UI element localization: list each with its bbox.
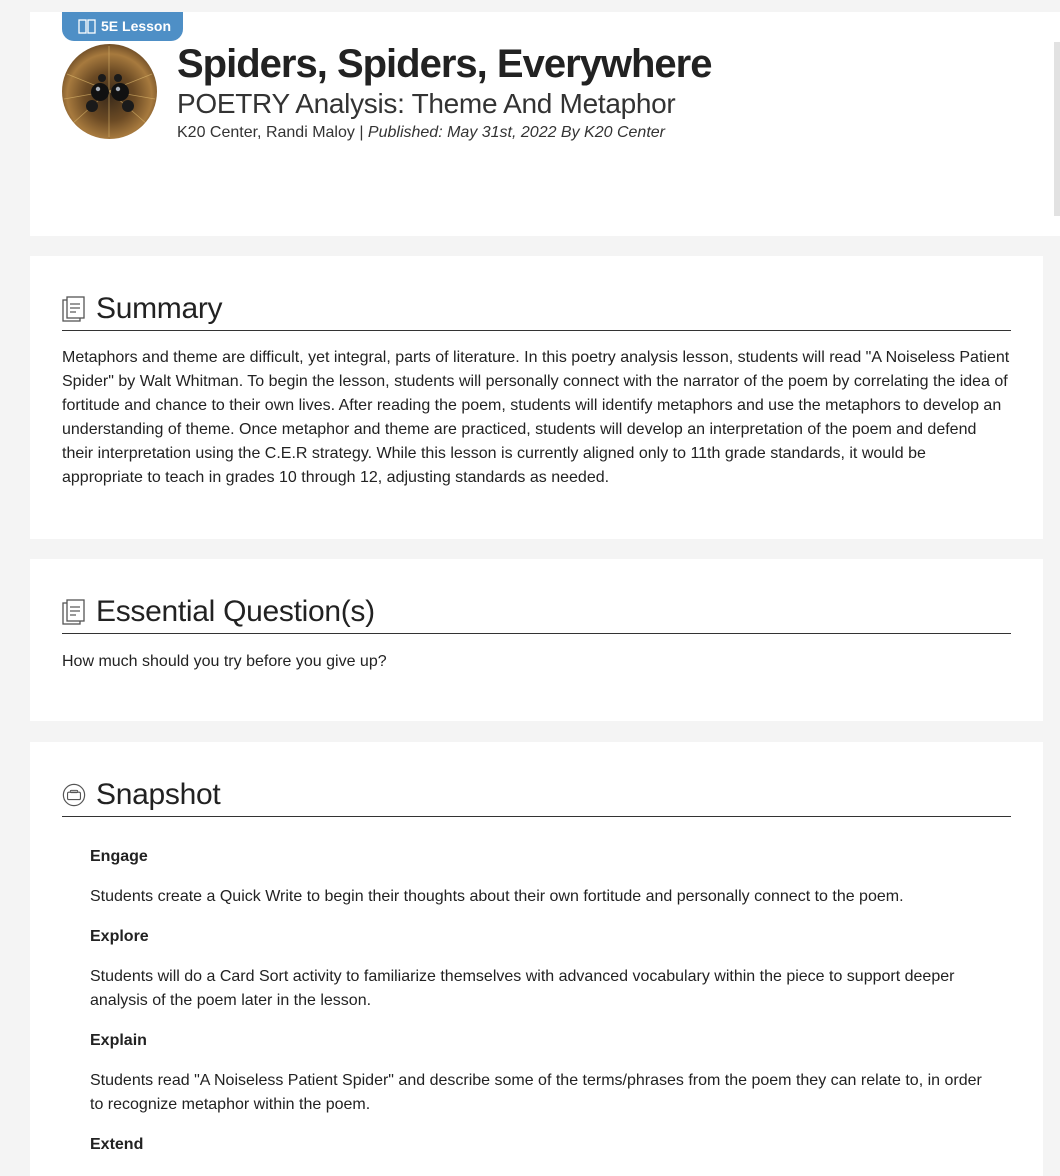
badge-label: 5E Lesson <box>101 18 172 34</box>
essential-question-card <box>30 559 1043 721</box>
camera-circle-icon <box>62 782 86 808</box>
snapshot-phase-explore: Explore <box>90 928 149 945</box>
snapshot-text-explore: Students will do a Card Sort activity to familiarize themselves with advanced vocabulary within the piece to support deeper analysis of the poem later in the lesson. <box>90 968 955 1009</box>
snapshot-phase-explain: Explain <box>90 1032 147 1049</box>
summary-card <box>30 256 1043 539</box>
snapshot-phase-extend: Extend <box>90 1136 144 1153</box>
essential-question-text: How much should you try before you give up? <box>62 653 387 670</box>
essential-heading: Essential Question(s) <box>96 595 375 628</box>
author-names: K20 Center, Randi Maloy <box>177 124 355 141</box>
summary-text: Metaphors and theme are difficult, yet integral, parts of literature. In this poetry analysis lesson, students will read "A Noiseless Patient Spider" by Walt Whitman. To begin the lesson, students will personally connect with the narrator of the poem by correlating the idea of fortitude and chance to their own lives. After reading the poem, students will identify metaphors and use the metaphors to develop an understanding of theme. Once metaphor and theme are practiced, students will develop an interpretation of the poem and defend their interpretation using the C.E.R strategy. While this lesson is currently aligned only to 11th grade standards, it would be appropriate to teach in grades 10 through 12, adjusting standards as needed. <box>62 349 1010 486</box>
summary-heading: Summary <box>96 292 223 325</box>
lesson-avatar-image <box>62 44 157 139</box>
summary-heading-row <box>62 292 1011 331</box>
snapshot-card <box>30 742 1043 1176</box>
snapshot-phase-engage: Engage <box>90 848 148 865</box>
document-icon <box>62 296 86 322</box>
lesson-title: Spiders, Spiders, Everywhere <box>177 42 712 86</box>
snapshot-heading-row <box>62 778 1011 817</box>
spider-photo-icon <box>62 44 157 139</box>
essential-heading-row <box>62 595 1011 634</box>
book-icon <box>78 19 96 35</box>
lesson-header-card <box>30 12 1060 236</box>
byline-separator: | <box>354 124 368 141</box>
lesson-byline <box>177 124 665 142</box>
lesson-subtitle: POETRY Analysis: Theme And Metaphor <box>177 88 676 119</box>
header-side-bar <box>1054 42 1060 216</box>
lesson-type-badge <box>62 12 183 41</box>
published-info: Published: May 31st, 2022 By K20 Center <box>367 124 665 141</box>
snapshot-text-explain: Students read "A Noiseless Patient Spider" and describe some of the terms/phrases from the poem they can relate to, in order to recognize metaphor within the poem. <box>90 1072 982 1113</box>
document-icon <box>62 599 86 625</box>
snapshot-text-engage: Students create a Quick Write to begin their thoughts about their own fortitude and personally connect to the poem. <box>90 888 904 905</box>
snapshot-heading: Snapshot <box>96 778 221 811</box>
